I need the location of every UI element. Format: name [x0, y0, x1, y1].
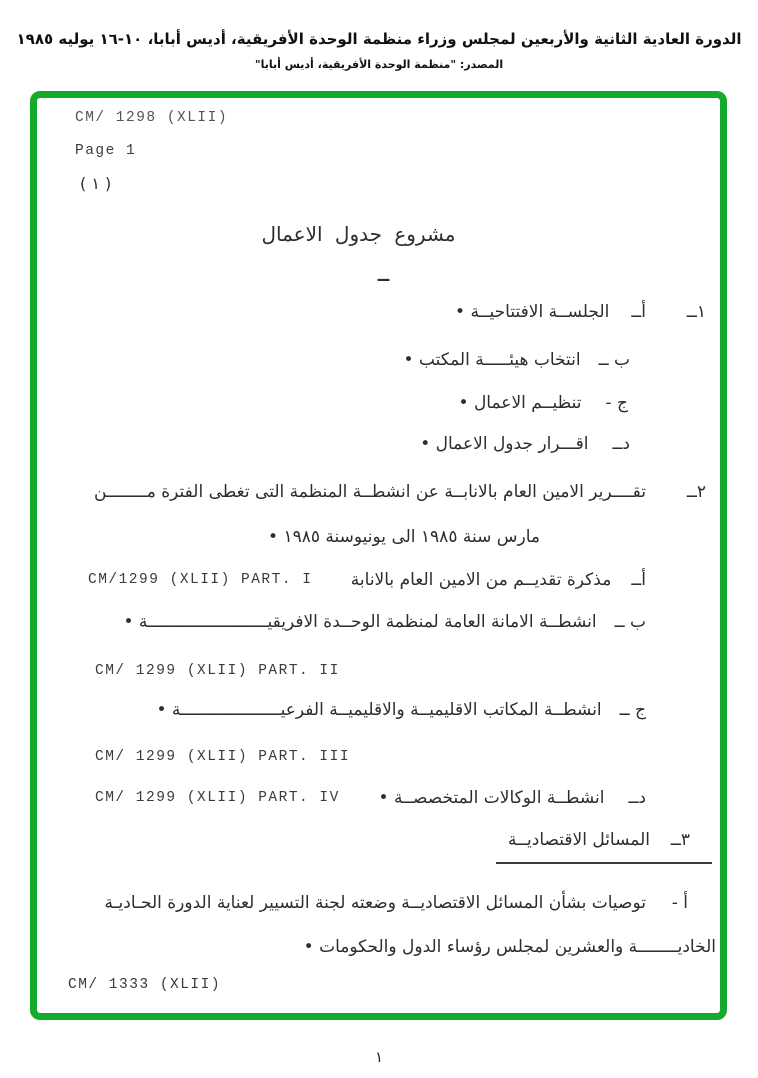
doc-page-label: Page 1 [75, 143, 137, 159]
doc-page-number-arabic: ( ١ ) [80, 174, 112, 193]
item-1a-label: أــ [631, 302, 646, 322]
item-1a-row [455, 302, 646, 322]
item-2c-row [156, 700, 646, 720]
item-1d-label: دــ [612, 434, 630, 454]
item-1b-text: انتخاب هيئـــــة المكتب • [403, 350, 581, 370]
item-1-number: ١ــ [686, 302, 706, 322]
item-2a-text: مذكرة تقديــم من الامين العام بالانابة [350, 570, 612, 590]
item-1c-text: تنظيــم الاعمال • [458, 393, 582, 413]
item-2b-label: ب ــ [614, 612, 646, 632]
item-3-heading: المسائل الاقتصاديــة [507, 830, 650, 850]
item-2c-text: انشطــة المكاتب الاقليميــة والاقليميــة الفرعيــــــــــــــــــــة • [156, 700, 602, 720]
item-2-text-line1: تقــــرير الامين العام بالانابــة عن انشطــة المنظمة التى تغطى الفترة مــــــــن [93, 482, 646, 502]
item-2-text-line2: مارس سنة ١٩٨٥ الى يونيوسنة ١٩٨٥ • [268, 527, 540, 547]
item-2b-row [123, 612, 646, 632]
item-3-number: ٣ــ [670, 830, 690, 850]
item-3a-label: أ - [671, 893, 688, 913]
item-3a-text-line1: توصيات بشأن المسائل الاقتصاديــة وضعته لجنة التسيير لعناية الدورة الحـاديـة [104, 893, 646, 913]
item-1b-label: ب ــ [598, 350, 630, 370]
item-2d-ref: CM/ 1299 (XLII) PART. IV [95, 790, 340, 806]
doc-ref-top: CM/ 1298 (XLII) [75, 110, 229, 126]
item-2a-label: أــ [631, 570, 646, 590]
item-2a-row [351, 570, 646, 590]
item-2c-label: ج ــ [619, 700, 646, 720]
item-3a-text-line2: الخاديــــــــة والعشرين لمجلس رؤساء الدول والحكومات • [303, 937, 716, 957]
item-2c-ref: CM/ 1299 (XLII) PART. III [95, 749, 351, 765]
agenda-title: مشروع جدول الاعمال [261, 222, 456, 246]
item-1c-row [459, 393, 628, 413]
item-2b-ref: CM/ 1299 (XLII) PART. II [95, 663, 340, 679]
item-1d-text: اقـــرار جدول الاعمال • [420, 434, 589, 454]
item-1c-label: ج - [605, 393, 628, 413]
item-3-underline [496, 862, 712, 864]
footer-page-number: ١ [374, 1048, 384, 1066]
session-header-line: الدورة العادية الثانية والأربعين لمجلس وزراء منظمة الوحدة الأفريقية، أديس أبابا، ١٠-١٦ يوليه ١٩٨٥ [16, 30, 742, 48]
title-dash: ــ [377, 266, 390, 286]
item-2-number: ٢ــ [686, 482, 706, 502]
item-1d-row [420, 434, 630, 454]
item-1a-text: الجلســة الافتتاحيــة • [455, 302, 610, 322]
item-2d-text: انشطــة الوكالات المتخصصــة • [378, 788, 605, 808]
item-2a-ref: CM/1299 (XLII) PART. I [88, 572, 313, 588]
item-2b-text: انشطــة الامانة العامة لمنظمة الوحــدة الافريقيــــــــــــــــــــــــة • [123, 612, 597, 632]
item-2d-label: دــ [628, 788, 646, 808]
item-1b-row [403, 350, 630, 370]
doc-ref-bottom: CM/ 1333 (XLII) [68, 977, 222, 993]
item-2d-row [379, 788, 646, 808]
source-line: المصدر: "منظمة الوحدة الأفريقية، أديس أبابا" [254, 58, 504, 71]
